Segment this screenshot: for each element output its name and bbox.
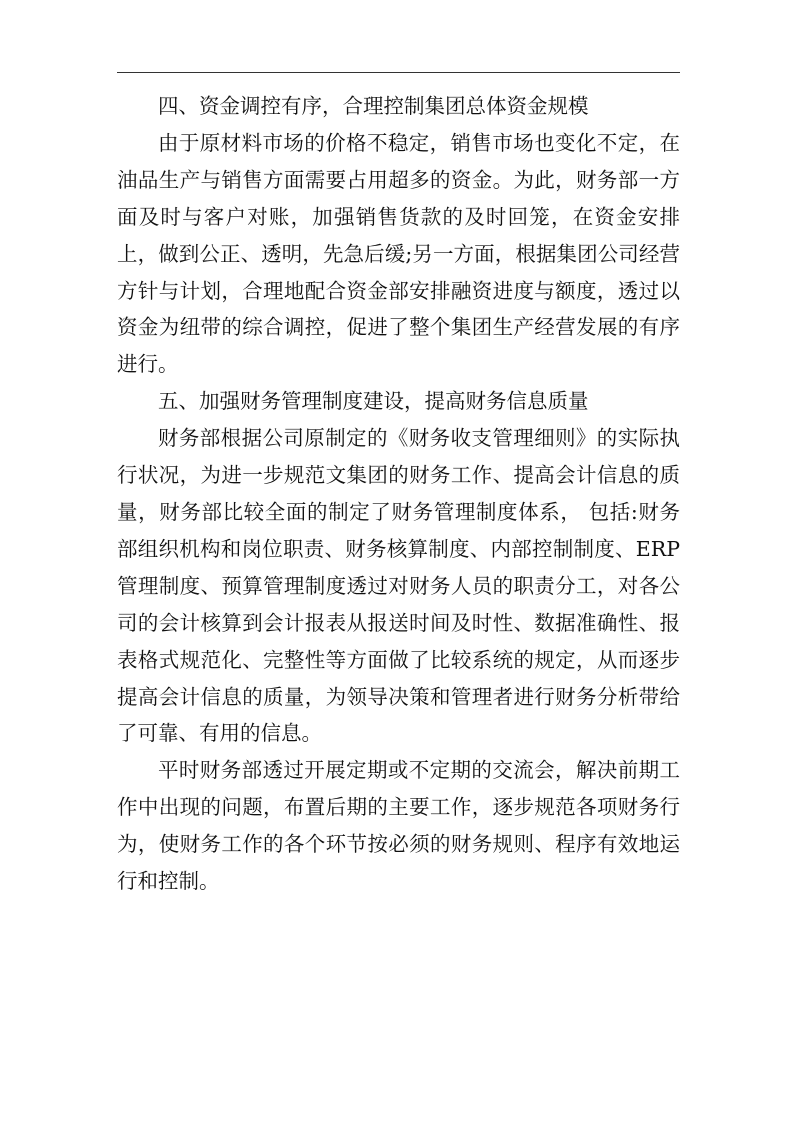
paragraph-regular-meetings: 平时财务部透过开展定期或不定期的交流会，解决前期工作中出现的问题，布置后期的主要工作，逐步规范各项财务行为，使财务工作的各个环节按必须的财务规则、程序有效地运行和控制。 xyxy=(117,758,680,894)
section-heading-four: 四、资金调控有序，合理控制集团总体资金规模 xyxy=(158,94,589,118)
section-heading-five: 五、加强财务管理制度建设，提高财务信息质量 xyxy=(158,389,589,414)
header-rule xyxy=(117,72,680,73)
document-body xyxy=(117,88,680,900)
paragraph-financial-system: 财务部根据公司原制定的《财务收支管理细则》的实际执行状况，为进一步规范文集团的财务工作、提高会计信息的质量，财务部比较全面的制定了财务管理制度体系， 包括:财务部组织机构和岗位职责、财务核算制度、内部控制制度、ERP管理制度、预算管理制度透过对财务人员的职责分工，对各公司的会计核算到会计报表从报送时间及时性、数据准确性、报表格式规范化、完整性等方面做了比较系统的规定，从而逐步提高会计信息的质量，为领导决策和管理者进行财务分析带给了可靠、有用的信息。 xyxy=(117,426,680,746)
paragraph-capital-control: 由于原材料市场的价格不稳定，销售市场也变化不定，在油品生产与销售方面需要占用超多的资金。为此，财务部一方面及时与客户对账，加强销售货款的及时回笼，在资金安排上，做到公正、透明，先急后缓;另一方面，根据集团公司经营方针与计划，合理地配合资金部安排融资进度与额度，透过以资金为纽带的综合调控，促进了整个集团生产经营发展的有序进行。 xyxy=(117,130,680,377)
